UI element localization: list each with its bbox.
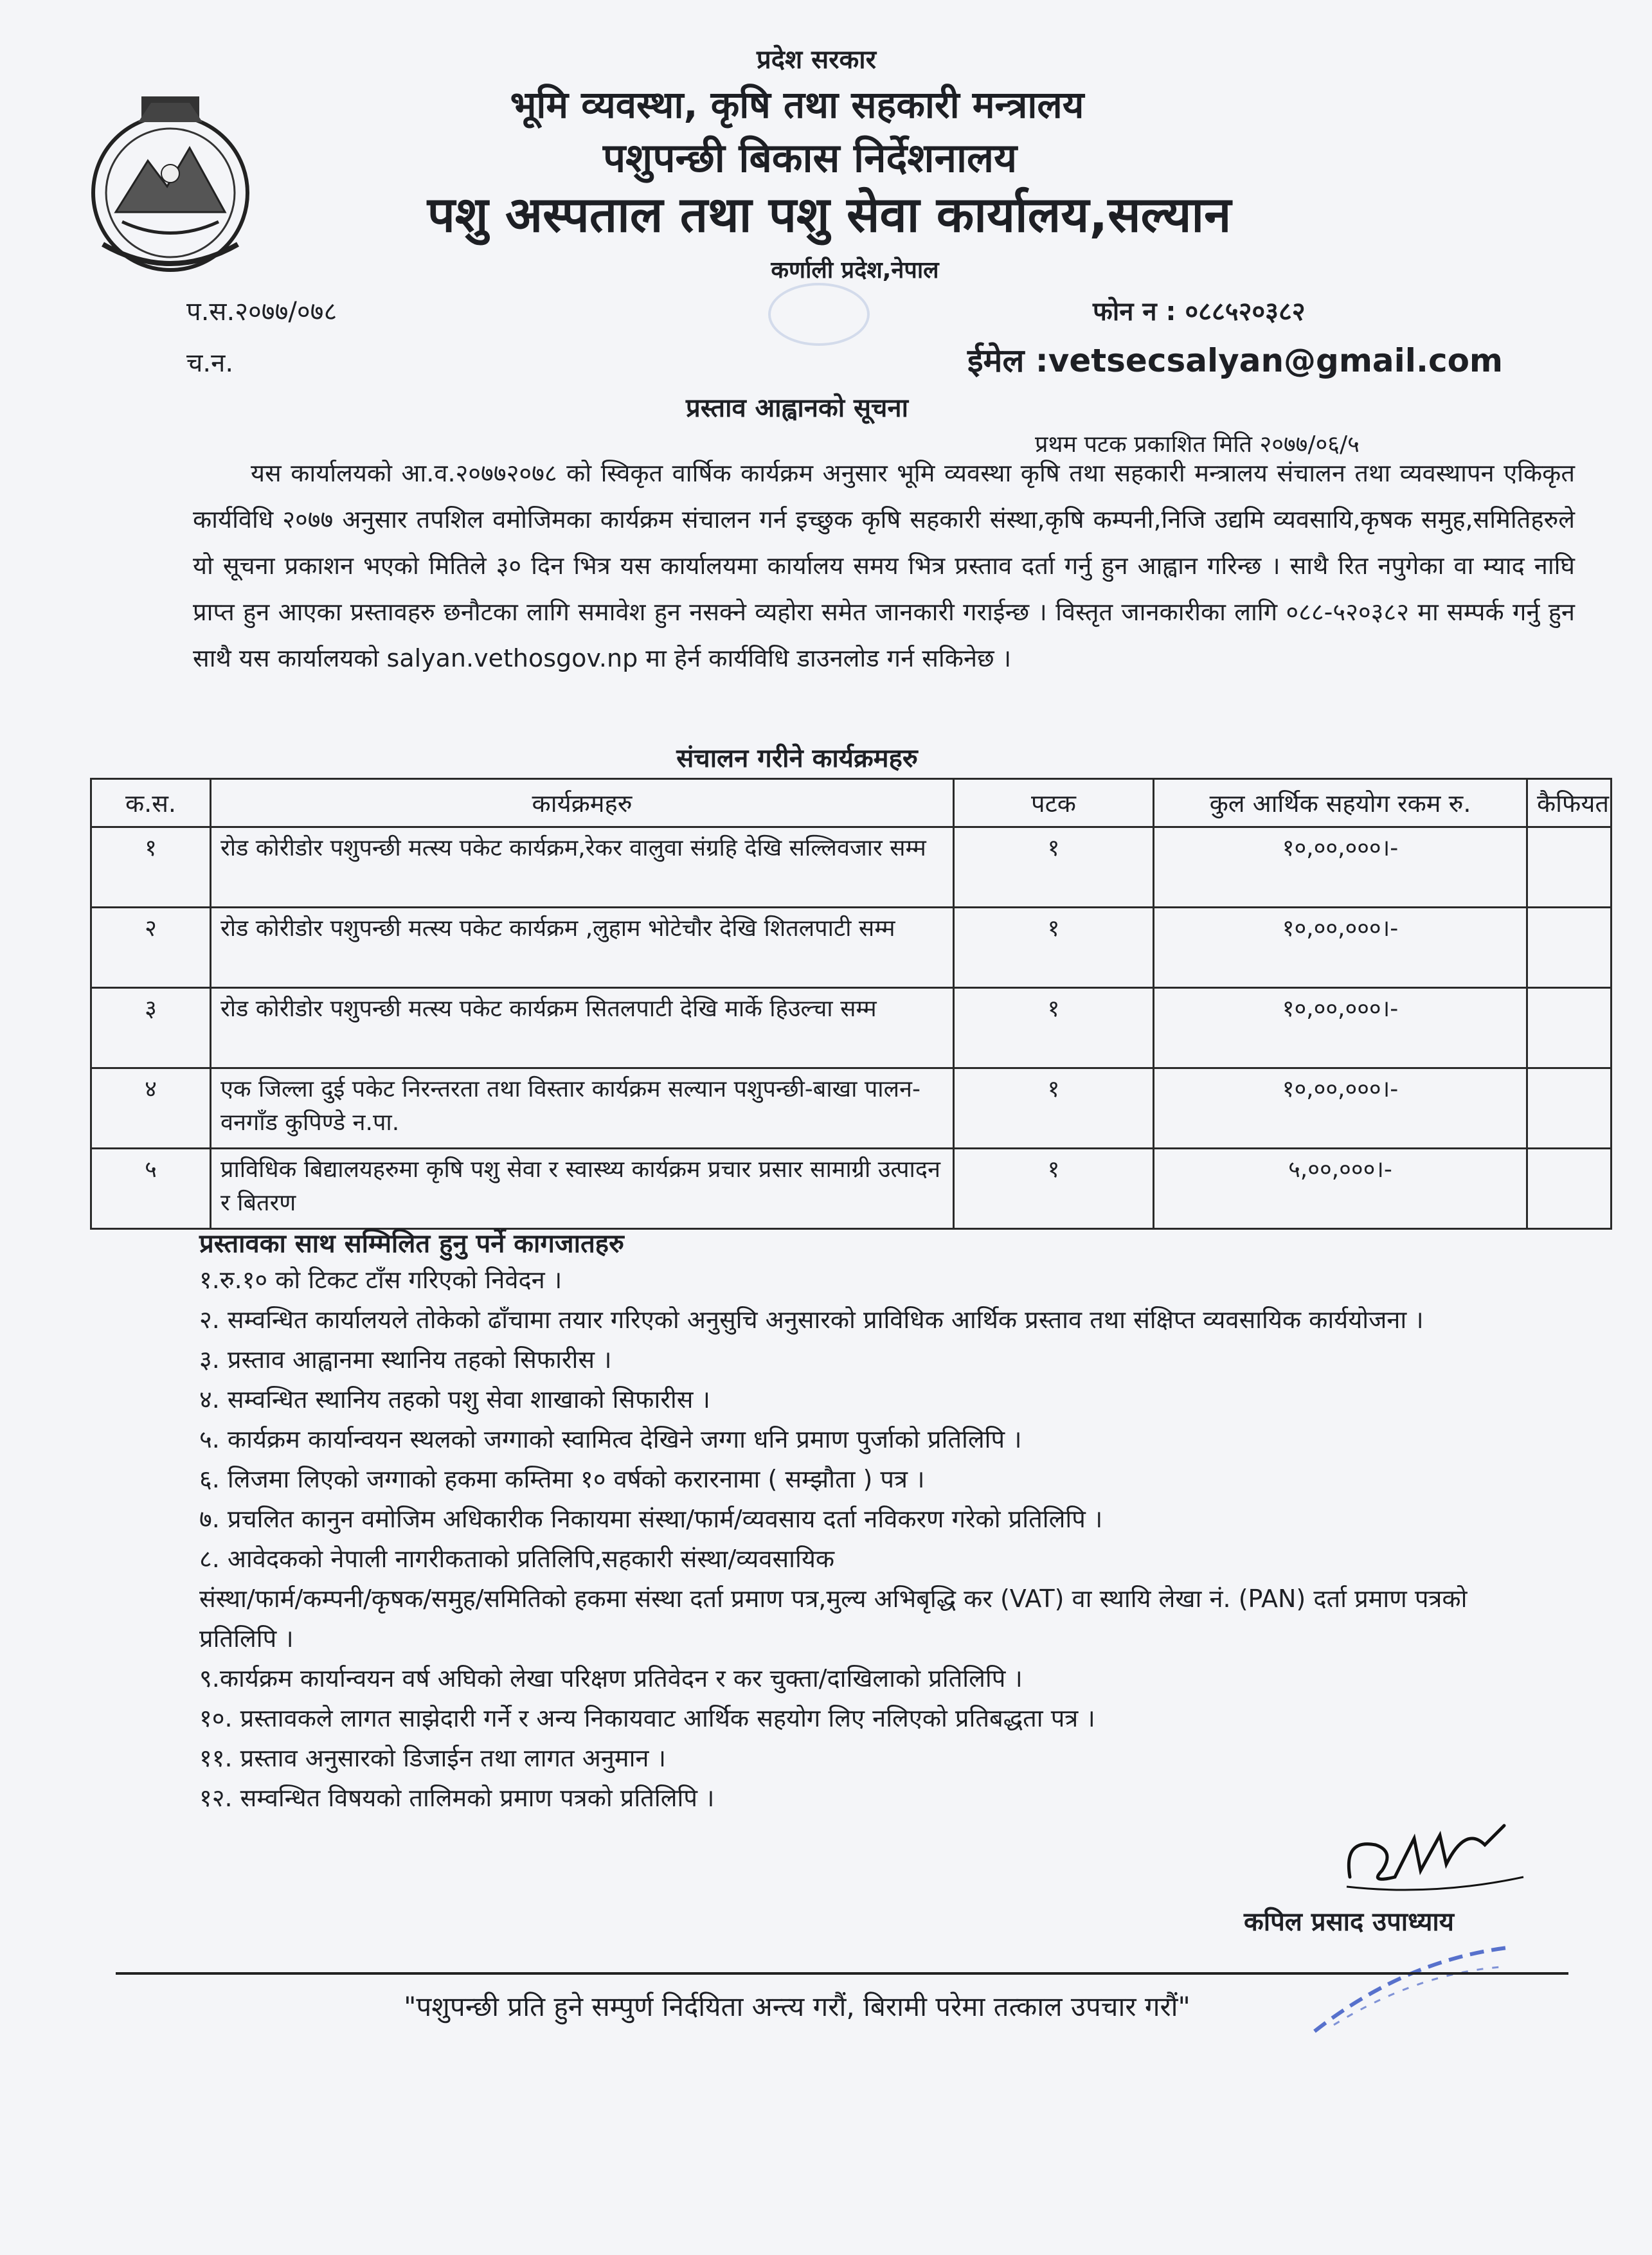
signature-icon bbox=[1337, 1800, 1530, 1903]
cell-amount: ५,००,०००।- bbox=[1154, 1149, 1527, 1229]
list-item: ५. कार्यक्रम कार्यान्वयन स्थलको जग्गाको स्वामित्व देखिने जग्गा धनि प्रमाण पुर्जाको प्रतिलिपि । bbox=[199, 1425, 1022, 1453]
cell-program: रोड कोरीडोर पशुपन्छी मत्स्य पकेट कार्यक्रम ,लुहाम भोटेचौर देखि शितलपाटी सम्म bbox=[211, 908, 954, 988]
header-times: पटक bbox=[954, 779, 1154, 827]
list-item: १०. प्रस्तावकले लागत साझेदारी गर्ने र अन्य निकायवाट आर्थिक सहयोग लिए नलिएको प्रतिबद्धता पत्र । bbox=[199, 1704, 1095, 1732]
cell-amount: १०,००,०००।- bbox=[1154, 988, 1527, 1068]
list-item: १.रु.१० को टिकट टाँस गरिएको निवेदन । bbox=[199, 1266, 562, 1294]
cell-times: १ bbox=[954, 827, 1154, 908]
published-date: प्रथम पटक प्रकाशित मिति २०७७/०६/५ bbox=[1035, 431, 1360, 458]
table-row bbox=[91, 908, 1612, 988]
table-row bbox=[91, 1149, 1612, 1229]
cell-program: रोड कोरीडोर पशुपन्छी मत्स्य पकेट कार्यक्रम सितलपाटी देखि मार्के हिउल्चा सम्म bbox=[211, 988, 954, 1068]
footer-slogan: "पशुपन्छी प्रति हुने सम्पुर्ण निर्दयिता अन्त्य गरौं, बिरामी परेमा तत्काल उपचार गरौं" bbox=[404, 1991, 1190, 2022]
cell-remarks bbox=[1527, 827, 1612, 908]
documents-heading: प्रस्तावका साथ सम्मिलित हुनु पर्ने कागजातहरु bbox=[199, 1229, 624, 1259]
office-name: पशु अस्पताल तथा पशु सेवा कार्यालय,सल्यान bbox=[427, 186, 1232, 243]
cell-serial: ५ bbox=[91, 1149, 211, 1229]
header-program: कार्यक्रमहरु bbox=[211, 779, 954, 827]
cell-remarks bbox=[1527, 988, 1612, 1068]
ministry-name: भूमि व्यवस्था, कृषि तथा सहकारी मन्त्रालय bbox=[510, 83, 1084, 127]
list-item: १२. सम्वन्धित विषयको तालिमको प्रमाण पत्रको प्रतिलिपि । bbox=[199, 1784, 715, 1812]
list-item: २. सम्वन्धित कार्यालयले तोकेको ढाँचामा तयार गरिएको अनुसुचि अनुसारको प्राविधिक आर्थिक प्रस्ताव तथा संक्षिप्त व्यवसायिक कार्ययोजना । bbox=[199, 1306, 1424, 1334]
signatory-name: कपिल प्रसाद उपाध्याय bbox=[1244, 1907, 1454, 1937]
header-remarks: कैफियत bbox=[1527, 779, 1612, 827]
table-row bbox=[91, 1068, 1612, 1149]
cell-serial: ४ bbox=[91, 1068, 211, 1149]
header-serial: क.स. bbox=[91, 779, 211, 827]
table-row bbox=[91, 988, 1612, 1068]
faint-stamp bbox=[768, 283, 870, 346]
province-name: कर्णाली प्रदेश,नेपाल bbox=[771, 257, 939, 283]
cell-serial: ३ bbox=[91, 988, 211, 1068]
cell-amount: १०,००,०००।- bbox=[1154, 908, 1527, 988]
cell-program: एक जिल्ला दुई पकेट निरन्तरता तथा विस्तार कार्यक्रम सल्यान पशुपन्छी-बाखा पालन-वनगाँड कुपिण्डे न.पा. bbox=[211, 1068, 954, 1149]
cell-program: प्राविधिक बिद्यालयहरुमा कृषि पशु सेवा र स्वास्थ्य कार्यक्रम प्रचार प्रसार सामाग्री उत्पादन र बितरण bbox=[211, 1149, 954, 1229]
programs-title: संचालन गरीने कार्यक्रमहरु bbox=[676, 744, 918, 773]
cell-remarks bbox=[1527, 908, 1612, 988]
government-name: प्रदेश सरकार bbox=[757, 45, 876, 75]
reference-number: प.स.२०७७/०७८ bbox=[186, 297, 337, 327]
cell-serial: १ bbox=[91, 827, 211, 908]
directorate-name: पशुपन्छी बिकास निर्देशनालय bbox=[602, 134, 1018, 181]
list-item: ७. प्रचलित कानुन वमोजिम अधिकारीक निकायमा संस्था/फार्म/व्यवसाय दर्ता नविकरण गरेको प्रतिलिपि । bbox=[199, 1505, 1103, 1533]
table-header-row bbox=[91, 779, 1612, 827]
cell-remarks bbox=[1527, 1068, 1612, 1149]
cell-times: १ bbox=[954, 908, 1154, 988]
cell-program: रोड कोरीडोर पशुपन्छी मत्स्य पकेट कार्यक्रम,रेकर वालुवा संग्रहि देखि सल्लिवजार सम्म bbox=[211, 827, 954, 908]
phone-number: फोन न : ०८८५२०३८२ bbox=[1093, 297, 1306, 327]
table-row bbox=[91, 827, 1612, 908]
list-item: ११. प्रस्ताव अनुसारको डिजाईन तथा लागत अनुमान । bbox=[199, 1744, 666, 1772]
cell-serial: २ bbox=[91, 908, 211, 988]
email-address: ईमेल :vetsecsalyan@gmail.com bbox=[967, 342, 1504, 379]
cell-times: १ bbox=[954, 1149, 1154, 1229]
cell-times: १ bbox=[954, 1068, 1154, 1149]
cell-amount: १०,००,०००।- bbox=[1154, 1068, 1527, 1149]
cell-amount: १०,००,०००।- bbox=[1154, 827, 1527, 908]
notice-body: यस कार्यालयको आ.व.२०७७२०७८ को स्विकृत वार्षिक कार्यक्रम अनुसार भूमि व्यवस्था कृषि तथा सहकारी मन्त्रालय संचालन तथा व्यवस्थापन एकिकृत कार्यविधि २०७७ अनुसार तपशिल वमोजिमका कार्यक्रम संचालन गर्न इच्छुक कृषि सहकारी संस्था,कृषि कम्पनी,निजि उद्यमि व्यवसायि,कृषक समुह,समितिहरुले यो सूचना प्रकाशन भएको मितिले ३० दिन भित्र यस कार्यालयमा कार्यालय समय भित्र प्रस्ताव दर्ता गर्नु हुन आह्वान गरिन्छ । साथै रित नपुगेका वा म्याद नाघि प्राप्त हुन आएका प्रस्तावहरु छनौटका लागि समावेश हुन नसक्ने व्यहोरा समेत जानकारी गराईन्छ । विस्तृत जानकारीका लागि ०८८-५२०३८२ मा सम्पर्क गर्नु हुन साथै यस कार्यालयको salyan.vethosgov.np मा हेर्न कार्यविधि डाउनलोड गर्न सकिनेछ । bbox=[193, 459, 1575, 672]
cell-remarks bbox=[1527, 1149, 1612, 1229]
dispatch-number: च.न. bbox=[186, 348, 234, 378]
list-item: ४. सम्वन्धित स्थानिय तहको पशु सेवा शाखाको सिफारीस । bbox=[199, 1385, 710, 1414]
list-item: ३. प्रस्ताव आह्वानमा स्थानिय तहको सिफारीस । bbox=[199, 1345, 612, 1374]
list-item: संस्था/फार्म/कम्पनी/कृषक/समुह/समितिको हकमा संस्था दर्ता प्रमाण पत्र,मुल्य अभिबृद्धि कर (VAT) वा स्थायि लेखा नं. (PAN) दर्ता प्रमाण पत्रको प्रतिलिपि । bbox=[199, 1585, 1468, 1653]
header-amount: कुल आर्थिक सहयोग रकम रु. bbox=[1154, 779, 1527, 827]
notice-title: प्रस्ताव आह्वानको सूचना bbox=[685, 393, 908, 423]
list-item: ८. आवेदकको नेपाली नागरीकताको प्रतिलिपि,सहकारी संस्था/व्यवसायिक bbox=[199, 1545, 835, 1573]
programs-table bbox=[90, 778, 1612, 1230]
footer-divider bbox=[116, 1972, 1568, 1975]
cell-times: १ bbox=[954, 988, 1154, 1068]
documents-list bbox=[199, 1260, 1523, 1818]
list-item: ६. लिजमा लिएको जग्गाको हकमा कम्तिमा १० वर्षको करारनामा ( सम्झौता ) पत्र । bbox=[199, 1465, 925, 1493]
list-item: ९.कार्यक्रम कार्यान्वयन वर्ष अघिको लेखा परिक्षण प्रतिवेदन र कर चुक्ता/दाखिलाको प्रतिलिपि । bbox=[199, 1664, 1023, 1693]
